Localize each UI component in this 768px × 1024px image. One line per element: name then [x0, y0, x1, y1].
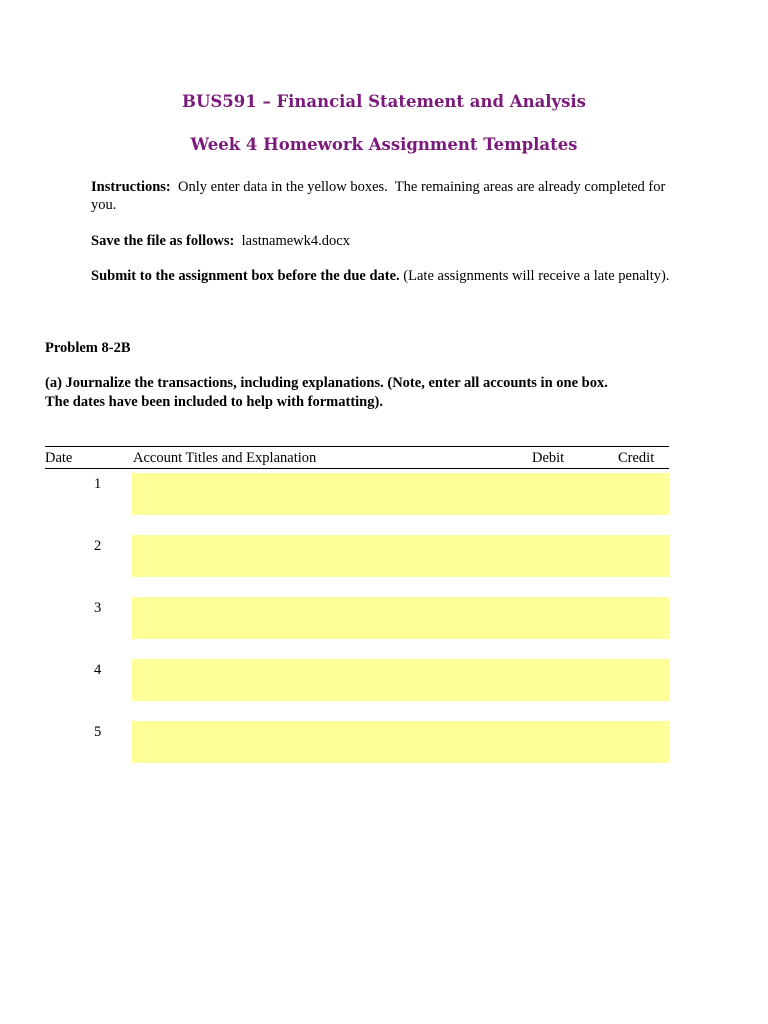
column-header-account: Account Titles and Explanation	[133, 450, 317, 466]
problem-heading: Problem 8-2B	[45, 340, 131, 356]
instructions-label: Instructions:	[91, 179, 171, 195]
journal-entry-input-1[interactable]	[132, 473, 669, 515]
column-header-debit: Debit	[532, 450, 565, 466]
save-text: lastnamewk4.docx	[234, 233, 350, 249]
table-top-rule	[45, 446, 669, 447]
save-paragraph	[91, 232, 681, 250]
table-header-rule	[45, 468, 669, 469]
journal-row-date-5: 5	[94, 724, 102, 740]
journal-row-date-1: 1	[94, 476, 102, 492]
journal-entry-input-4[interactable]	[132, 659, 669, 701]
column-header-date: Date	[45, 450, 73, 466]
column-header-credit: Credit	[618, 450, 655, 466]
journal-entry-input-5[interactable]	[132, 721, 669, 763]
part-a-instructions: (a) Journalize the transactions, including explanations. (Note, enter all accounts in one box. The dates have been included to help with formatting).	[45, 375, 608, 410]
journal-row-date-3: 3	[94, 600, 102, 616]
document-subtitle: Week 4 Homework Assignment Templates	[190, 135, 578, 154]
instructions-paragraph	[91, 178, 681, 214]
instructions-text: Only enter data in the yellow boxes. The remaining areas are already completed for you.	[91, 179, 669, 213]
journal-entry-input-3[interactable]	[132, 597, 669, 639]
submit-paragraph	[91, 267, 681, 285]
journal-row-date-4: 4	[94, 662, 102, 678]
save-label: Save the file as follows:	[91, 233, 235, 249]
submit-label: Submit to the assignment box before the due date.	[91, 268, 400, 284]
document-title: BUS591 – Financial Statement and Analysis	[182, 92, 586, 111]
journal-row-date-2: 2	[94, 538, 102, 554]
submit-text: (Late assignments will receive a late penalty).	[399, 268, 670, 284]
journal-entry-input-2[interactable]	[132, 535, 669, 577]
